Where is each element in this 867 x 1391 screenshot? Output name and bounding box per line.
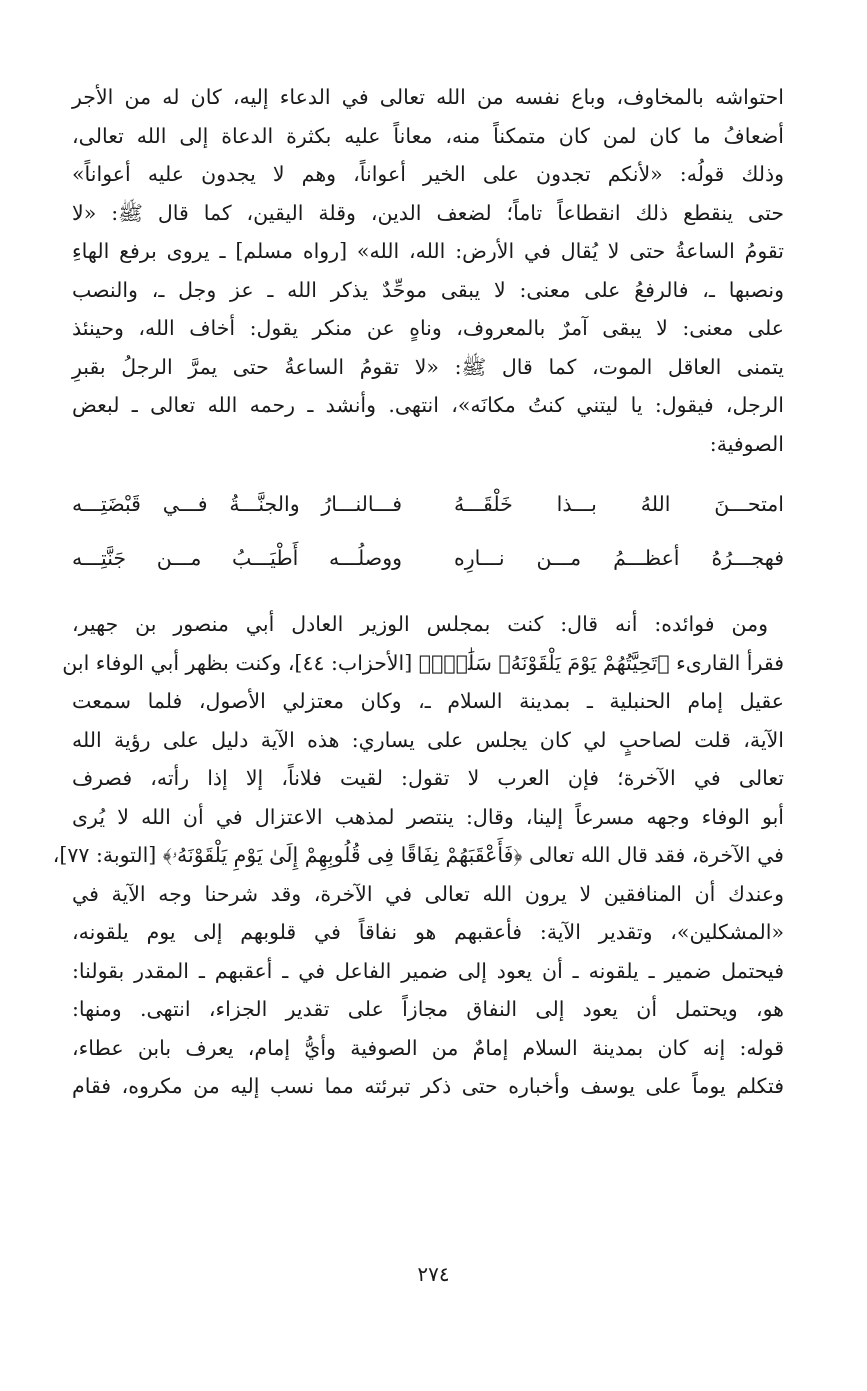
text-line: وعندك أن المنافقين لا يرون الله تعالى في الآخرة، وقد شرحنا وجه الآية في [72,881,784,906]
text-line: الصوفية: [709,431,784,456]
text-line: تقومُ الساعةُ حتى لا يُقال في الأرض: الله، الله» [رواه مسلم] ـ يروى برفع الهاءِ [72,239,784,263]
text-line: الرجل، فيقول: يا ليتني كنتُ مكانَه»، انتهى. وأنشد ـ رحمه الله تعالى ـ لبعض [72,393,784,417]
text-line: احتواشه بالمخاوف، وباع نفسه من الله تعالى في الدعاء إليه، كان له من الأجر [72,85,784,109]
text-line: وذلك قولُه: «لأنكم تجدون على الخير أعواناً، وهم لا يجدون عليه أعواناً» [72,162,784,186]
page-number: ٢٧٤ [417,1262,450,1286]
text-line: هو، ويحتمل أن يعود إلى النفاق مجازاً على تقدير الجزاء، انتهى. ومنها: [72,997,784,1021]
poem-verse [72,477,784,531]
paragraph-2 [52,605,784,1106]
text-line: يتمنى العاقل الموت، كما قال ﷺ: «لا تقومُ الساعةُ حتى يمرَّ الرجلُ بقبرِ [72,354,784,379]
page-body [52,78,784,1106]
text-line: ومن فوائده: أنه قال: كنت بمجلس الوزير العادل أبي منصور بن جهير، [72,612,768,636]
text-line: في الآخرة، فقد قال الله تعالى ﴿فَأَعْقَبَهُمْ نِفَاقًا فِى قُلُوبِهِمْ إِلَىٰ يَوْمِ يَلْقَوْنَهُۥ﴾ [التوبة: ٧٧]، [52,843,784,867]
text-line: تعالى في الآخرة؛ فإن العرب لا تقول: لقيت فلاناً، إلا إذا رأته، فصرف [72,766,784,790]
verse-first-hemistich: امتحـــنَ اللهُ بـــذا خَلْقَـــهُ [454,492,784,516]
text-line: فتكلم يوماً على يوسف وأخباره حتى ذكر تبرئته مما نسب إليه من مكروه، فقام [72,1074,784,1098]
paragraph-1 [72,78,784,463]
text-line: على معنى: لا يبقى آمرٌ بالمعروف، وناهٍ عن منكر يقول: أخاف الله، وحينئذ [72,316,784,340]
text-line: أضعافُ ما كان لمن كان متمكناً منه، معاناً عليه بكثرة الدعاة إلى الله تعالى، [72,123,784,148]
text-line: «المشكلين»، وتقدير الآية: فأعقبهم هو نفاقاً في قلوبهم إلى يوم يلقونه، [72,920,784,944]
text-line: حتى ينقطع ذلك انقطاعاً تاماً؛ لضعف الدين، وقلة اليقين، كما قال ﷺ: «لا [72,200,784,225]
text-line: ونصبها ـ، فالرفعُ على معنى: لا يبقى موحِّدٌ يذكر الله ـ عز وجل ـ، والنصب [72,277,784,302]
text-line: فقرأ القارىء ﴿تَحِيَّتُهُمْ يَوْمَ يَلْقَوْنَهُۥ سَلَٰمٌۚ﴾ [الأحزاب: ٤٤]، وكنت بظهر أبي الوفاء ابن [62,650,784,675]
poem-verse [72,531,784,585]
verse-second-hemistich: ووصلُـــه أَطْيَـــبُ مـــن جَنَّتِـــه [72,546,402,570]
text-line: قوله: إنه كان بمدينة السلام إمامٌ من الصوفية وأيُّ إمام، يعرف بابن عطاء، [72,1035,784,1060]
verse-first-hemistich: فهجـــرُهُ أعظـــمُ مـــن نـــارِه [454,546,784,570]
text-line: فيحتمل ضمير ـ يلقونه ـ أن يعود إلى ضمير الفاعل في ـ أعقبهم ـ المقدر بقولنا: [72,958,784,983]
poem [72,477,784,585]
text-line: عقيل إمام الحنبلية ـ بمدينة السلام ـ، وكان معتزلي الأصول، فلما سمعت [72,689,784,713]
text-line: الآية، قلت لصاحبٍ لي كان يجلس على يساري: هذه الآية دليل على رؤية الله [72,727,784,752]
text-line: أبو الوفاء وجهه مسرعاً إلينا، وقال: ينتصر لمذهب الاعتزال في أن الله لا يُرى [72,804,784,829]
verse-second-hemistich: فـــالنـــارُ والجنَّـــةُ فـــي قَبْضَتِـــه [72,492,402,516]
